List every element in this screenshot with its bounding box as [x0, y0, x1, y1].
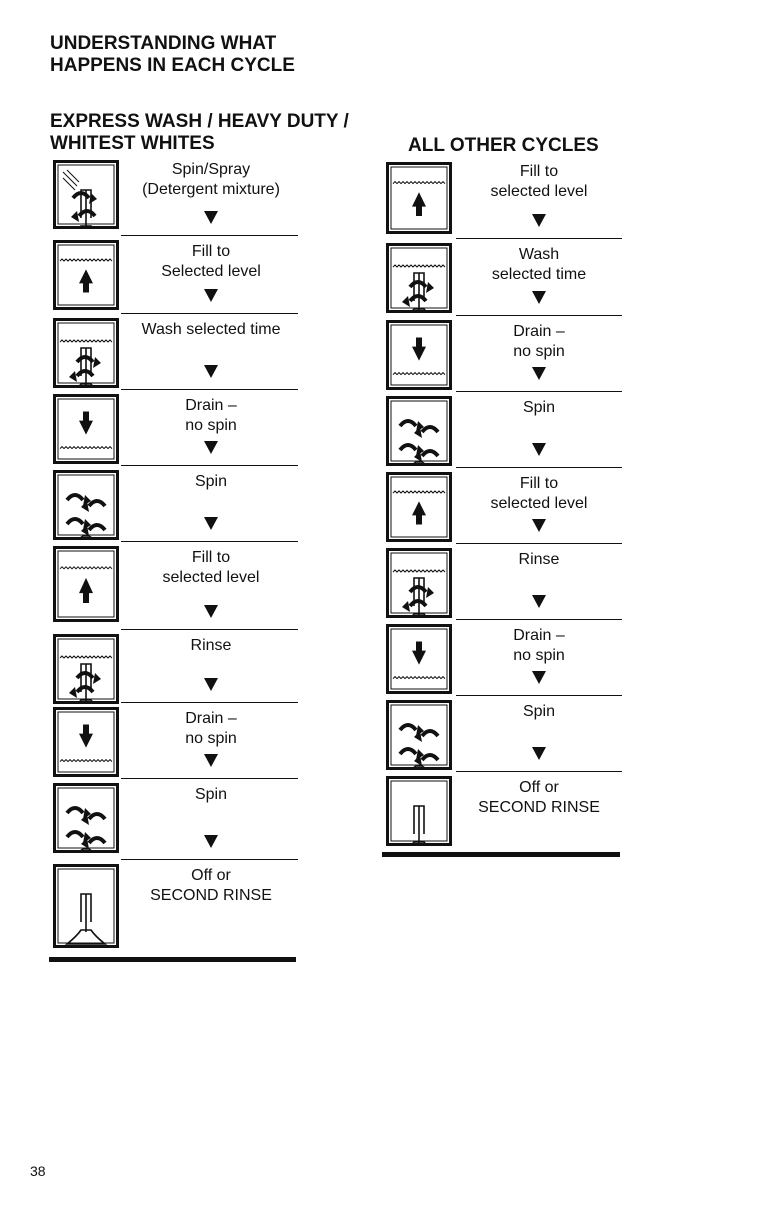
down-arrow-icon: [532, 746, 546, 765]
right-heading-text: ALL OTHER CYCLES: [408, 135, 599, 156]
cycle-step: [386, 468, 624, 544]
rinse-icon: [53, 634, 119, 704]
step-label: Fill to selected level: [162, 549, 260, 586]
spin-icon: [53, 470, 119, 540]
down-arrow-icon: [532, 290, 546, 309]
down-arrow-icon: [204, 834, 218, 853]
step-label: Drain – no spin: [513, 323, 565, 360]
cycle-step: [53, 466, 301, 542]
down-arrow-icon: [532, 670, 546, 689]
down-arrow-icon: [532, 594, 546, 613]
cycle-step: [386, 620, 624, 696]
down-arrow-icon: [532, 213, 546, 232]
spin-icon: [53, 783, 119, 853]
off-icon: [386, 776, 452, 846]
cycle-step: [386, 392, 624, 468]
cycle-step: [386, 544, 624, 620]
right-cycle-column: [386, 0, 626, 900]
cycle-step: [386, 239, 624, 316]
cycle-step: [386, 772, 624, 852]
step-label: Spin: [522, 703, 556, 720]
step-label: Rinse: [518, 551, 560, 568]
step-label: Spin: [194, 786, 228, 803]
step-label: Fill to selected level: [490, 163, 588, 200]
fill-icon: [53, 546, 119, 622]
step-label: Off or SECOND RINSE: [150, 867, 272, 904]
step-label: Drain – no spin: [185, 710, 237, 747]
off-icon: [53, 864, 119, 948]
fill-icon: [386, 472, 452, 542]
down-arrow-icon: [204, 210, 218, 229]
drain-icon: [386, 624, 452, 694]
left-cycle-column: [53, 0, 303, 1000]
cycle-step: [53, 779, 301, 860]
step-label: Fill to Selected level: [161, 243, 261, 280]
down-arrow-icon: [204, 677, 218, 696]
rinse-icon: [386, 548, 452, 618]
cycle-step: [53, 542, 301, 630]
down-arrow-icon: [204, 440, 218, 459]
step-label: Spin: [522, 399, 556, 416]
down-arrow-icon: [204, 288, 218, 307]
cycle-step: [53, 860, 301, 957]
step-label: Fill to selected level: [490, 475, 588, 512]
cycle-step: [53, 314, 301, 390]
drain-icon: [386, 320, 452, 390]
down-arrow-icon: [204, 516, 218, 535]
down-arrow-icon: [532, 366, 546, 385]
column-end-bar: [49, 957, 296, 962]
left-heading-text: EXPRESS WASH / HEAVY DUTY / WHITEST WHITES: [50, 111, 349, 154]
cycle-step: [53, 630, 301, 703]
page-title-text: UNDERSTANDING WHAT HAPPENS IN EACH CYCLE: [50, 33, 295, 76]
step-label: Spin/Spray (Detergent mixture): [142, 161, 280, 198]
down-arrow-icon: [532, 442, 546, 461]
step-label: Wash selected time: [141, 321, 281, 338]
cycle-step: [53, 236, 301, 314]
spin-icon: [386, 396, 452, 466]
cycle-step: [53, 390, 301, 466]
spin-icon: [386, 700, 452, 770]
spin-spray-icon: [53, 160, 119, 229]
step-label: Off or SECOND RINSE: [478, 779, 600, 816]
step-label: Drain – no spin: [185, 397, 237, 434]
fill-icon: [386, 162, 452, 234]
wash-icon: [53, 318, 119, 388]
page-number: 38: [30, 1163, 46, 1179]
fill-icon: [53, 240, 119, 310]
down-arrow-icon: [204, 753, 218, 772]
step-label: Drain – no spin: [513, 627, 565, 664]
cycle-step: [53, 160, 301, 236]
cycle-step: [386, 696, 624, 772]
down-arrow-icon: [204, 364, 218, 383]
step-label: Wash selected time: [491, 246, 587, 283]
cycle-step: [386, 162, 624, 239]
down-arrow-icon: [532, 518, 546, 537]
step-label: Spin: [194, 473, 228, 490]
step-label: Rinse: [190, 637, 232, 654]
drain-icon: [53, 394, 119, 464]
down-arrow-icon: [204, 604, 218, 623]
wash-icon: [386, 243, 452, 313]
drain-icon: [53, 707, 119, 777]
cycle-step: [386, 316, 624, 392]
cycle-step: [53, 703, 301, 779]
column-end-bar: [382, 852, 620, 857]
